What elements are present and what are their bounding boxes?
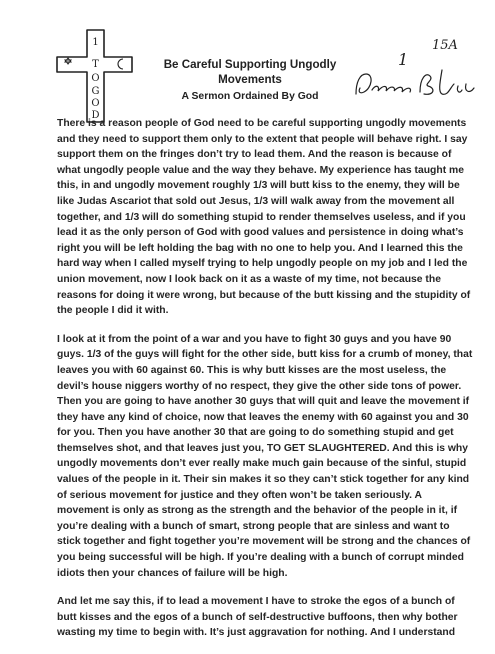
logo-char-5: O (91, 98, 100, 109)
cross-logo (52, 27, 152, 125)
logo-char-2: T (92, 59, 99, 70)
cross-logo-drawing (52, 27, 152, 125)
body-text (57, 116, 475, 654)
document-title: Be Careful Supporting Ungodly Movements (163, 58, 337, 86)
paragraph-3: And let me say this, if to lead a movement I have to stroke the egos of a bunch of butt kisses and the egos of a bunch of self-destructive buffoons, then why bother wasting my time to begin with. It’s just aggravation for nothing. And I understand (57, 596, 458, 639)
logo-char-4: G (91, 86, 100, 97)
logo-char-6: D (91, 110, 100, 121)
paragraph-1: There is a reason people of God need to be careful supporting ungodly movements and they need to support them only to the extent that people will behave right. I say support them on the fringes don’t try to lead them. And the reason is because of what ungodly people value and the way they behave. My experience has taught me this, in and ungodly movement roughly 1/3 will butt kiss to the enemy, they will be like Judas Ascariot that sold out Jesus, 1/3 will walk away from the movement all together, and 1/3 will do something stupid to render themselves useless, and if you lead it as the only person of God with good values and persistence in doing what’s right you will be left holding the bag with no one to help you. And I learned this the hard way when I called myself trying to help ungodly people on my job and I led the union movement, now I look back on it as a waste of my time, not because the reasons for doing it were wrong, but because of the butt kissing and the stupidity of the people I did it with. (57, 118, 471, 317)
handwritten-signature (350, 64, 480, 104)
page-index: 1 (398, 50, 409, 69)
title-block (150, 57, 350, 104)
page-number: 15A (432, 38, 458, 53)
document-subtitle: A Sermon Ordained By God (181, 91, 319, 102)
signature-drawing (350, 64, 480, 104)
paragraph-2: I look at it from the point of a war and you have to fight 30 guys and you have 90 guys. 1/3 of the guys will fight for the other side, butt kiss for a crumb of money, that leaves you with 60 against 60. This is why butt kisses are the most useless, the devil’s house niggers worthy of no respect, they give the other side tons of power. Then you are going to have another 30 guys that will quit and leave the movement if they have any kind of choice, now that leaves the enemy with 60 against you and 30 for you. Then you have another 30 that are going to do something stupid and get themselves shot, and that leaves just you, TO GET SLAUGHTERED. And this is why ungodly movements don’t ever really make much gain because of the sinful, stupid values of the people in it. Their sin makes it so they can’t stick together for any kind of serious movement for justice and they often won’t be taken seriously. A movement is only as strong as the strength and the behavior of the people in it, if you’re dealing with a bunch of smart, strong people that are sinless and want to stick together and fight together you’re movement will be strong and the chances of you being successful will be high. If you’re dealing with a bunch of corrupt minded idiots then your chances of failure will be high. (57, 333, 473, 579)
logo-char-1: 1 (92, 37, 99, 48)
logo-char-3: O (91, 73, 100, 84)
